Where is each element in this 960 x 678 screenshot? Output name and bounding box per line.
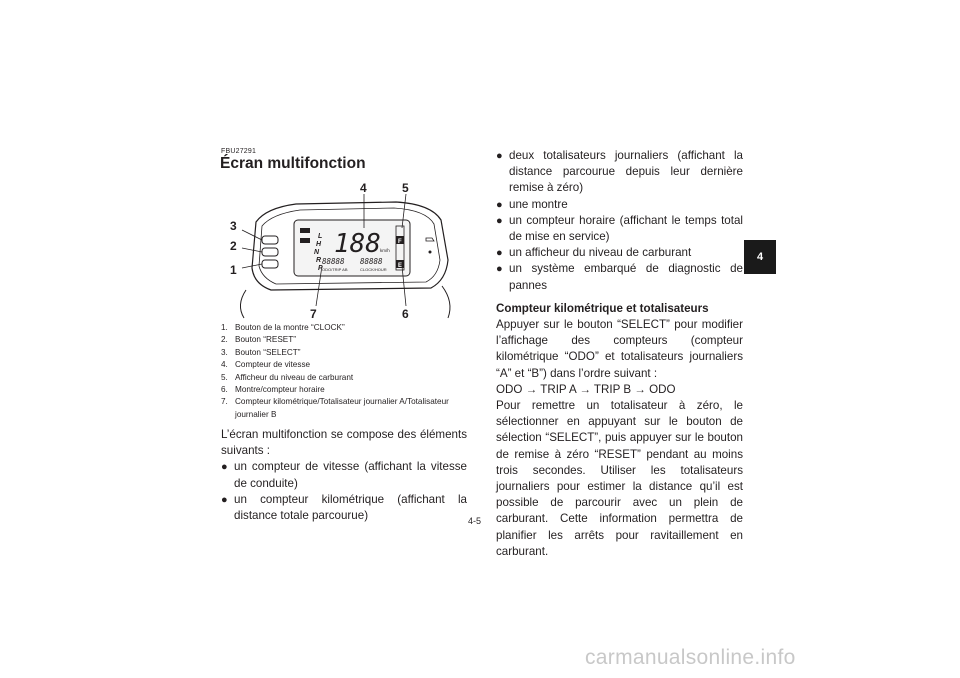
caption-item [221,334,471,346]
odo-trip-label: ODO/TRIP AB [322,267,348,272]
caption-number: 7. [221,397,228,407]
bullet-item [496,148,743,197]
caption-item [221,347,471,359]
caption-text: Compteur kilométrique/Totalisateur journalier A/Totalisateur journalier B [235,397,449,419]
bullet-item [496,261,743,293]
bullet-item [221,492,467,524]
bullet-item [496,197,743,213]
gear-letter: P [318,265,323,272]
leader-line-2 [242,248,262,252]
gear-letter: H [316,241,322,248]
callout-number: 4 [360,181,367,195]
bullet-text: un système embarqué de diagnostic de pannes [509,262,743,292]
select-paragraph: Appuyer sur le bouton “SELECT” pour modifier l’affichage des compteurs (compteur kilométrique “ODO” et totalisateurs journaliers “A” et “B”) dans l’ordre suivant : [496,318,743,380]
bullet-icon: ● [221,493,228,506]
bullet-item [496,245,743,261]
caption-number: 1. [221,323,228,332]
handlebar-right [442,286,450,318]
caption-number: 6. [221,385,228,395]
bullet-text: un afficheur du niveau de carburant [509,246,692,260]
caption-text: Compteur de vitesse [235,360,311,370]
right-column [496,148,743,560]
subsection-heading: Compteur kilométrique et totalisateurs [496,301,709,315]
bullet-icon: ● [496,150,503,162]
clock-hour-label: CLOCK/HOUR [360,267,387,272]
figure-captions [221,322,471,421]
bullet-text: une montre [509,197,568,211]
caption-text: Bouton “SELECT” [235,347,301,357]
caption-item [221,396,471,421]
gear-letter: L [318,233,323,240]
indicator-4wd-icon [300,228,310,233]
watermark: carmanualsonline.info [585,646,796,669]
select-button-shape [262,236,278,244]
caption-text: Afficheur du niveau de carburant [235,372,354,382]
clock-button-shape [262,260,278,268]
caption-number: 5. [221,372,228,382]
handlebar-left [240,290,246,318]
section-title: Écran multifonction [220,155,366,172]
multifunction-display-figure [226,180,470,320]
bullet-text: un compteur horaire (affichant le temps total de mise en service) [509,213,743,244]
indicator-diff-lock-icon [300,238,310,243]
bullet-icon: ● [496,263,503,276]
caption-item [221,322,471,334]
caption-text: Bouton “RESET” [235,335,296,345]
chapter-tab: 4 [744,240,776,274]
caption-text: Bouton de la montre “CLOCK” [235,323,345,332]
bullet-icon: ● [221,461,228,474]
display-sequence: ODO → TRIP A → TRIP B → ODO [496,382,676,396]
callout-number: 3 [230,219,237,233]
speed-digits: 188 [334,229,381,259]
page-number: 4-5 [468,516,482,526]
leader-line-3 [242,230,262,240]
odo-digits: 88888 [322,257,345,266]
callout-number: 7 [310,307,317,320]
bullet-item [221,459,467,491]
callout-number: 6 [402,307,409,320]
speed-unit: km/h [380,248,390,253]
caption-item [221,359,471,371]
fuel-empty-letter: E [398,263,403,269]
bullet-icon: ● [496,214,503,227]
document-code: FBU27291 [221,148,257,155]
caption-text: Montre/compteur horaire [235,385,325,395]
clock-digits: 88888 [360,257,383,266]
bullet-icon: ● [496,247,503,260]
indicator-dot-icon [429,251,432,254]
reset-button-shape [262,248,278,256]
fuel-full-letter: F [398,239,402,245]
callout-number: 5 [402,181,409,195]
bullet-text: deux totalisateurs journaliers (affichant la distance parcourue depuis leur dernière remise à zéro) [509,149,743,195]
intro-paragraph: L’écran multifonction se compose des éléments suivants : [221,428,467,458]
caption-number: 3. [221,347,228,357]
bullet-item [496,213,743,245]
bullet-text: un compteur kilométrique (affichant la distance totale parcourue) [234,492,467,523]
bullet-text: un compteur de vitesse (affichant la vitesse de conduite) [234,460,467,490]
bullet-icon: ● [496,198,503,211]
callout-number: 2 [230,239,237,253]
gear-letter: N [314,249,320,256]
caption-number: 2. [221,335,228,345]
caption-number: 4. [221,360,228,370]
callout-number: 1 [230,263,237,277]
gear-letter: R [316,257,322,264]
caption-item [221,372,471,384]
reset-paragraph: Pour remettre un totalisateur à zéro, le sélectionner en appuyant sur le bouton de sélection “SELECT”, puis appuyer sur le bouton de remise à zéro “RESET” pendant au moins trois secondes. Utiliser les totalisateurs journaliers pour estimer la distance qu’il est possible de parcourir avec un plein de carburant. Cette information permettra de planifier les arrêts pour ravitaillement en carburant. [496,399,743,558]
engine-warning-icon [426,238,434,241]
left-column [221,427,467,524]
caption-item [221,384,471,396]
